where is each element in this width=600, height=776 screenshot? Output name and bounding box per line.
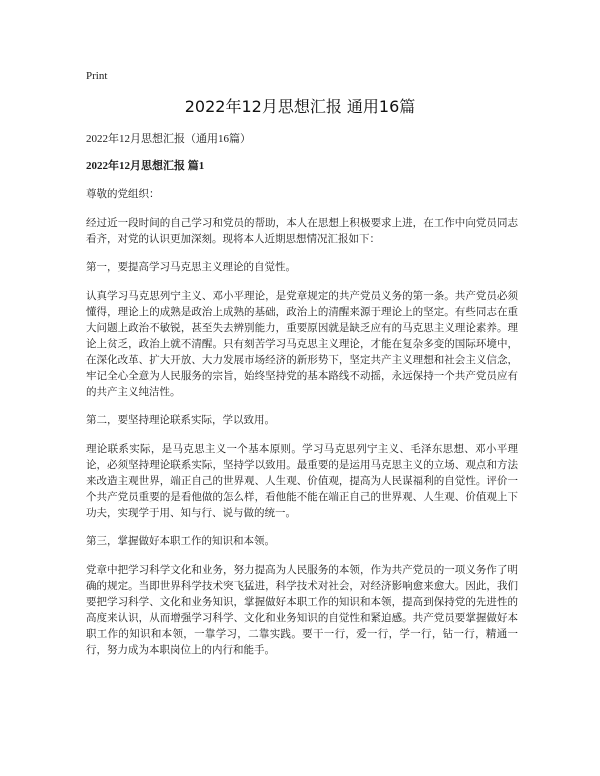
salutation: 尊敬的党组织： [86,188,160,200]
point-three-paragraph: 党章中把学习科学文化和业务，努力提高为人民服务的本领，作为共产党员的一项义务作了明确的规定。当即世界科学技术突飞猛进，科学技术对社会，对经济影响愈来愈大。因此，我们要把学习科学、文化和业务知识，掌握做好本职工作的知识和本领，提高到保持党的先进性的高度来认识，从而增强学习科学、文化和业务知识的自觉性和紧迫感。共产党员要掌握做好本职工作的知识和本领，一靠学习，二靠实践。要干一行，爱一行，学一行，钻一行，精通一行，努力成为本职岗位上的内行和能手。 [86,564,518,656]
point-one-paragraph: 认真学习马克思列宁主义、邓小平理论，是党章规定的共产党员义务的第一条。共产党员必须懂得，理论上的成熟是政治上成熟的基础，政治上的清醒来源于理论上的坚定。有些同志在重大问题上政治不敏锐，甚至失去辨别能力，重要原因就是缺乏应有的马克思主义理论素养。理论上贫乏，政治上就不清醒。只有刻苦学习马克思主义理论，才能在复杂多变的国际环境中，在深化改革、扩大开放、大力发展市场经济的新形势下，坚定共产主义理想和社会主义信念，牢记全心全意为人民服务的宗旨，始终坚持党的基本路线不动摇，永远保持一个共产党员应有的共产主义纯洁性。 [86,290,518,398]
intro-paragraph: 经过近一段时间的自己学习和党员的帮助，本人在思想上积极要求上进，在工作中向党员同志看齐，对党的认识更加深刻。现将本人近期思想情况汇报如下： [86,217,518,245]
point-two-heading: 第二，要坚持理论联系实际，学以致用。 [86,414,275,426]
point-one-heading: 第一，要提高学习马克思主义理论的自觉性。 [86,261,296,273]
document-title: 2022年12月思想汇报 通用16篇 [184,97,416,116]
document-body [86,132,518,670]
print-link[interactable]: Print [86,70,108,82]
point-two-paragraph: 理论联系实际，是马克思主义一个基本原则。学习马克思列宁主义、毛泽东思想、邓小平理论，必须坚持理论联系实际，坚持学以致用。最重要的是运用马克思主义的立场、观点和方法来改造主观世界，端正自己的世界观、人生观、价值观，提高为人民谋福利的自觉性。评价一个共产党员重要的是看他做的怎么样，看他能不能在端正自己的世界观、人生观、价值观上下功夫，实现学于用、知与行、说与做的统一。 [86,443,518,519]
document-subtitle: 2022年12月思想汇报（通用16篇） [86,133,251,145]
section-heading: 2022年12月思想汇报 篇1 [86,160,205,172]
point-three-heading: 第三，掌握做好本职工作的知识和本领。 [86,535,275,547]
